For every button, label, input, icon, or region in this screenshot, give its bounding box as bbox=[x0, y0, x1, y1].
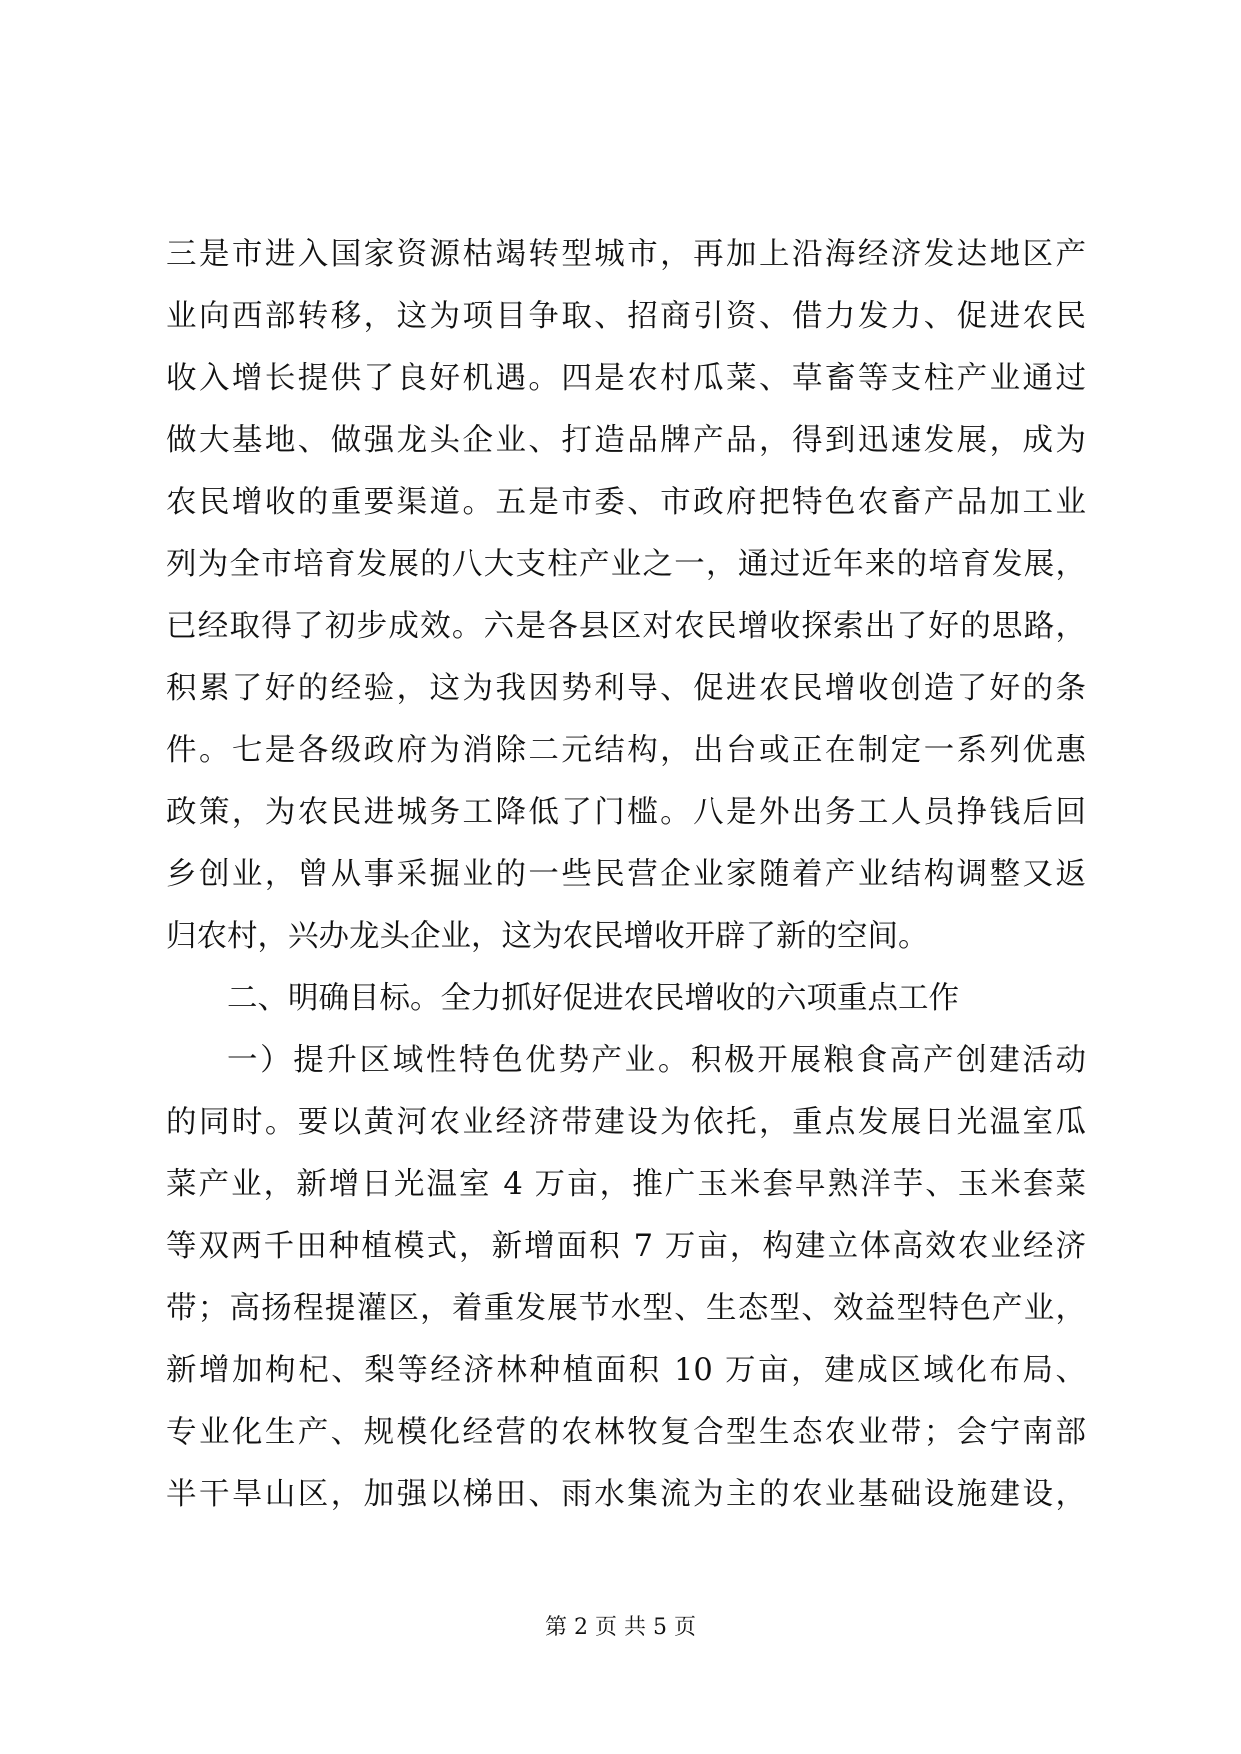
text-line: 半干旱山区，加强以梯田、雨水集流为主的农业基础设施建设， bbox=[166, 1477, 1086, 1512]
text-line: 收入增长提供了良好机遇。四是农村瓜菜、草畜等支柱产业通过 bbox=[166, 361, 1086, 396]
text-line: 带；高扬程提灌区，着重发展节水型、生态型、效益型特色产业， bbox=[166, 1291, 1086, 1326]
text-line: 农民增收的重要渠道。五是市委、市政府把特色农畜产品加工业 bbox=[166, 485, 1086, 520]
text-line: 专业化生产、规模化经营的农林牧复合型生态农业带；会宁南部 bbox=[166, 1415, 1086, 1450]
text-line: 件。七是各级政府为消除二元结构，出台或正在制定一系列优惠 bbox=[166, 733, 1086, 768]
text-line: 菜产业，新增日光温室 4 万亩，推广玉米套早熟洋芋、玉米套菜 bbox=[166, 1167, 1086, 1202]
text-line: 的同时。要以黄河农业经济带建设为依托，重点发展日光温室瓜 bbox=[166, 1105, 1086, 1140]
text-line: 政策，为农民进城务工降低了门槛。八是外出务工人员挣钱后回 bbox=[166, 795, 1086, 830]
text-line: 等双两千田种植模式，新增面积 7 万亩，构建立体高效农业经济 bbox=[166, 1229, 1086, 1264]
text-line: 积累了好的经验，这为我因势利导、促进农民增收创造了好的条 bbox=[166, 671, 1086, 706]
text-line: 列为全市培育发展的八大支柱产业之一，通过近年来的培育发展， bbox=[166, 547, 1086, 582]
text-line: 做大基地、做强龙头企业、打造品牌产品，得到迅速发展，成为 bbox=[166, 423, 1086, 458]
text-line: 已经取得了初步成效。六是各县区对农民增收探索出了好的思路， bbox=[166, 609, 1086, 644]
body-text bbox=[166, 224, 1086, 1526]
text-line: 一）提升区域性特色优势产业。积极开展粮食高产创建活动 bbox=[227, 1043, 1086, 1078]
section-heading: 二、明确目标。全力抓好促进农民增收的六项重点工作 bbox=[227, 981, 959, 1016]
text-line: 三是市进入国家资源枯竭转型城市，再加上沿海经济发达地区产 bbox=[166, 237, 1086, 272]
text-line: 归农村，兴办龙头企业，这为农民增收开辟了新的空间。 bbox=[166, 919, 929, 954]
text-line: 业向西部转移，这为项目争取、招商引资、借力发力、促进农民 bbox=[166, 299, 1086, 334]
text-line: 新增加枸杞、梨等经济林种植面积 10 万亩，建成区域化布局、 bbox=[166, 1353, 1086, 1388]
page-number-footer: 第 2 页 共 5 页 bbox=[545, 1615, 696, 1640]
text-line: 乡创业，曾从事采掘业的一些民营企业家随着产业结构调整又返 bbox=[166, 857, 1086, 892]
